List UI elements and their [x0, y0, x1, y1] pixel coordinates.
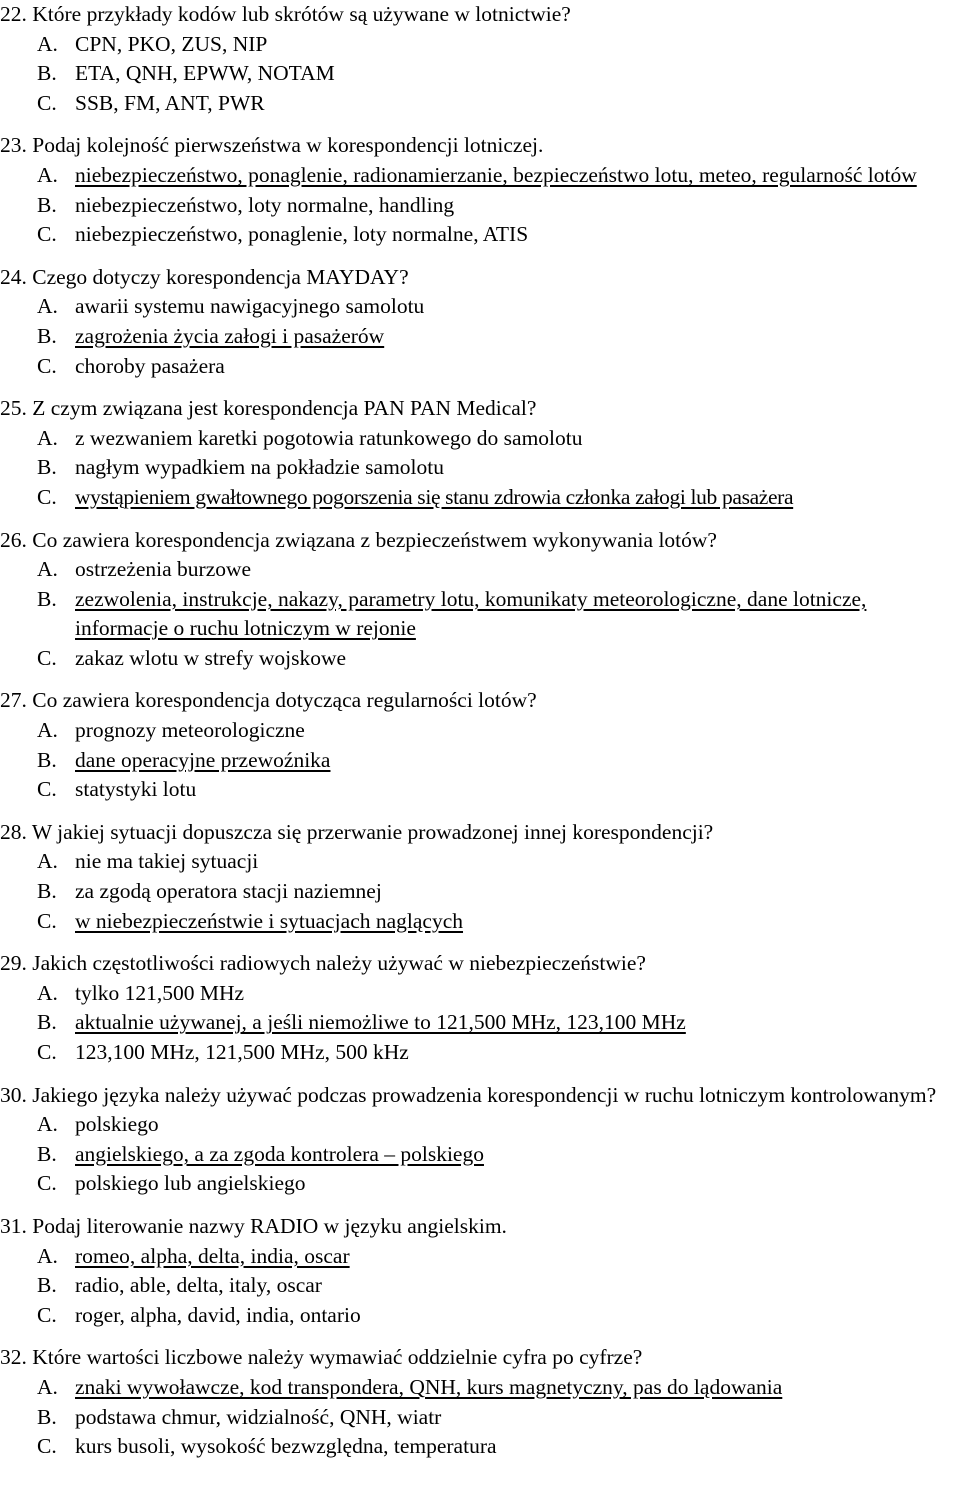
question-title: 28. W jakiej sytuacji dopuszcza się przerwanie prowadzonej innej korespondencji? [0, 819, 714, 844]
answer-option-b [0, 1271, 960, 1301]
question-31 [0, 1212, 960, 1330]
answer-option-b [0, 322, 960, 352]
answer-option-a [0, 1242, 960, 1272]
option-text-correct: niebezpieczeństwo, ponaglenie, radionamierzanie, bezpieczeństwo lotu, meteo, regularność lotów [75, 162, 917, 187]
option-text: za zgodą operatora stacji naziemnej [75, 879, 382, 904]
option-text: statystyki lotu [75, 777, 197, 802]
option-letter: C. [37, 1434, 57, 1459]
question-title: 31. Podaj literowanie nazwy RADIO w języku angielskim. [0, 1213, 507, 1238]
option-letter: C. [37, 777, 57, 802]
answer-option-c [0, 775, 960, 805]
answer-option-c [0, 1301, 960, 1331]
answer-option-a [0, 716, 960, 746]
option-letter: C. [37, 353, 57, 378]
answer-option-b [0, 746, 960, 776]
option-letter: B. [37, 61, 57, 86]
option-text: nagłym wypadkiem na pokładzie samolotu [75, 455, 444, 480]
question-title: 30. Jakiego języka należy używać podczas prowadzenia korespondencji w ruchu lotniczym kontrolowanym? [0, 1082, 937, 1107]
option-letter: C. [37, 1040, 57, 1064]
option-letter: C. [37, 90, 57, 115]
option-letter: B. [37, 879, 57, 904]
option-text: ETA, QNH, EPWW, NOTAM [75, 61, 335, 86]
answer-option-c [0, 483, 960, 513]
question-27 [0, 686, 960, 804]
option-letter: A. [37, 294, 58, 319]
option-letter: C. [37, 908, 57, 933]
option-text-correct: angielskiego, a za zgoda kontrolera – polskiego [75, 1141, 484, 1166]
question-title: 29. Jakich częstotliwości radiowych należy używać w niebezpieczeństwie? [0, 951, 646, 976]
answer-option-c [0, 1169, 960, 1199]
answer-option-c [0, 352, 960, 382]
option-text: niebezpieczeństwo, loty normalne, handling [75, 192, 455, 217]
option-letter: B. [37, 1404, 57, 1429]
option-letter: A. [37, 557, 58, 582]
answer-option-a [0, 847, 960, 877]
option-text: awarii systemu nawigacyjnego samolotu [75, 294, 425, 319]
option-letter: B. [37, 1141, 57, 1166]
option-letter: A. [37, 162, 58, 187]
answer-option-c [0, 907, 960, 937]
option-text-correct: dane operacyjne przewoźnika [75, 747, 331, 772]
option-text: CPN, PKO, ZUS, NIP [75, 31, 268, 56]
answer-option-a [0, 1373, 960, 1403]
option-text: nie ma takiej sytuacji [75, 849, 259, 874]
option-letter: B. [37, 192, 57, 217]
option-text: niebezpieczeństwo, ponaglenie, loty normalne, ATIS [75, 222, 529, 247]
option-text: polskiego [75, 1112, 159, 1137]
option-letter: B. [37, 586, 57, 611]
answer-option-b [0, 877, 960, 907]
answer-option-b [0, 585, 960, 644]
question-22 [0, 0, 960, 118]
question-32 [0, 1343, 960, 1461]
question-title: 25. Z czym związana jest korespondencja PAN PAN Medical? [0, 396, 537, 421]
option-text-correct: w niebezpieczeństwie i sytuacjach naglących [75, 908, 464, 933]
option-letter: A. [37, 1243, 58, 1268]
option-text: SSB, FM, ANT, PWR [75, 90, 265, 115]
answer-option-c [0, 644, 960, 674]
question-25 [0, 394, 960, 512]
answer-option-c [0, 89, 960, 119]
option-text-correct: zezwolenia, instrukcje, nakazy, parametry lotu, komunikaty meteorologiczne, dane lotnicze, informacje o ruchu lotniczym w rejonie [75, 586, 867, 641]
answer-option-a [0, 30, 960, 60]
question-28 [0, 818, 960, 936]
answer-option-a [0, 161, 960, 191]
option-text: ostrzeżenia burzowe [75, 557, 252, 582]
option-text: polskiego lub angielskiego [75, 1171, 306, 1196]
option-text-correct: znaki wywoławcze, kod transpondera, QNH, kurs magnetyczny, pas do lądowania [75, 1374, 783, 1399]
option-letter: A. [37, 425, 58, 450]
answer-option-b [0, 1140, 960, 1170]
option-text: z wezwaniem karetki pogotowia ratunkowego do samolotu [75, 425, 583, 450]
option-letter: C. [37, 1302, 57, 1327]
answer-option-a [0, 292, 960, 322]
question-title: 24. Czego dotyczy korespondencja MAYDAY? [0, 264, 409, 289]
question-title: 23. Podaj kolejność pierwszeństwa w korespondencji lotniczej. [0, 133, 544, 158]
option-text: kurs busoli, wysokość bezwzględna, temperatura [75, 1434, 497, 1459]
answer-option-a [0, 424, 960, 454]
option-letter: A. [37, 1112, 58, 1137]
question-26 [0, 526, 960, 674]
answer-option-b [0, 1008, 960, 1038]
question-title: 32. Które wartości liczbowe należy wymawiać oddzielnie cyfra po cyfrze? [0, 1345, 643, 1370]
option-text: 123,100 MHz, 121,500 MHz, 500 kHz [75, 1040, 409, 1064]
answer-option-a [0, 979, 960, 1009]
answer-option-b [0, 59, 960, 89]
option-letter: C. [37, 645, 57, 670]
option-text: choroby pasażera [75, 353, 225, 378]
option-letter: B. [37, 323, 57, 348]
option-text-correct: aktualnie używanej, a jeśli niemożliwe to 121,500 MHz, 123,100 MHz [75, 1010, 686, 1035]
option-letter: B. [37, 1273, 57, 1298]
option-text: roger, alpha, david, india, ontario [75, 1302, 361, 1327]
option-letter: B. [37, 1010, 57, 1035]
option-text-correct: romeo, alpha, delta, india, oscar [75, 1243, 350, 1268]
question-title: 27. Co zawiera korespondencja dotycząca regularności lotów? [0, 688, 537, 713]
answer-option-c [0, 1432, 960, 1462]
answer-option-a [0, 1110, 960, 1140]
option-text: radio, able, delta, italy, oscar [75, 1273, 322, 1298]
option-text: zakaz wlotu w strefy wojskowe [75, 645, 347, 670]
answer-option-a [0, 555, 960, 585]
question-24 [0, 263, 960, 381]
question-23 [0, 131, 960, 249]
option-letter: A. [37, 849, 58, 874]
option-letter: C. [37, 222, 57, 247]
answer-option-c [0, 220, 960, 250]
option-letter: A. [37, 31, 58, 56]
option-text-correct: zagrożenia życia załogi i pasażerów [75, 323, 385, 348]
question-29 [0, 949, 960, 1067]
answer-option-b [0, 191, 960, 221]
answer-option-b [0, 1403, 960, 1433]
option-letter: B. [37, 455, 57, 480]
option-letter: A. [37, 1374, 58, 1399]
option-text: prognozy meteorologiczne [75, 718, 305, 743]
option-text: tylko 121,500 MHz [75, 980, 245, 1005]
option-text: podstawa chmur, widzialność, QNH, wiatr [75, 1404, 442, 1429]
answer-option-b [0, 453, 960, 483]
answer-option-c [0, 1038, 960, 1068]
question-title: 22. Które przykłady kodów lub skrótów są używane w lotnictwie? [0, 2, 571, 26]
option-letter: C. [37, 484, 57, 509]
option-letter: A. [37, 718, 58, 743]
option-letter: C. [37, 1171, 57, 1196]
question-30 [0, 1081, 960, 1199]
question-title: 26. Co zawiera korespondencja związana z bezpieczeństwem wykonywania lotów? [0, 527, 717, 552]
option-text-correct: wystąpieniem gwałtownego pogorszenia się stanu zdrowia członka załogi lub pasażera [75, 484, 794, 509]
option-letter: B. [37, 747, 57, 772]
option-letter: A. [37, 980, 58, 1005]
